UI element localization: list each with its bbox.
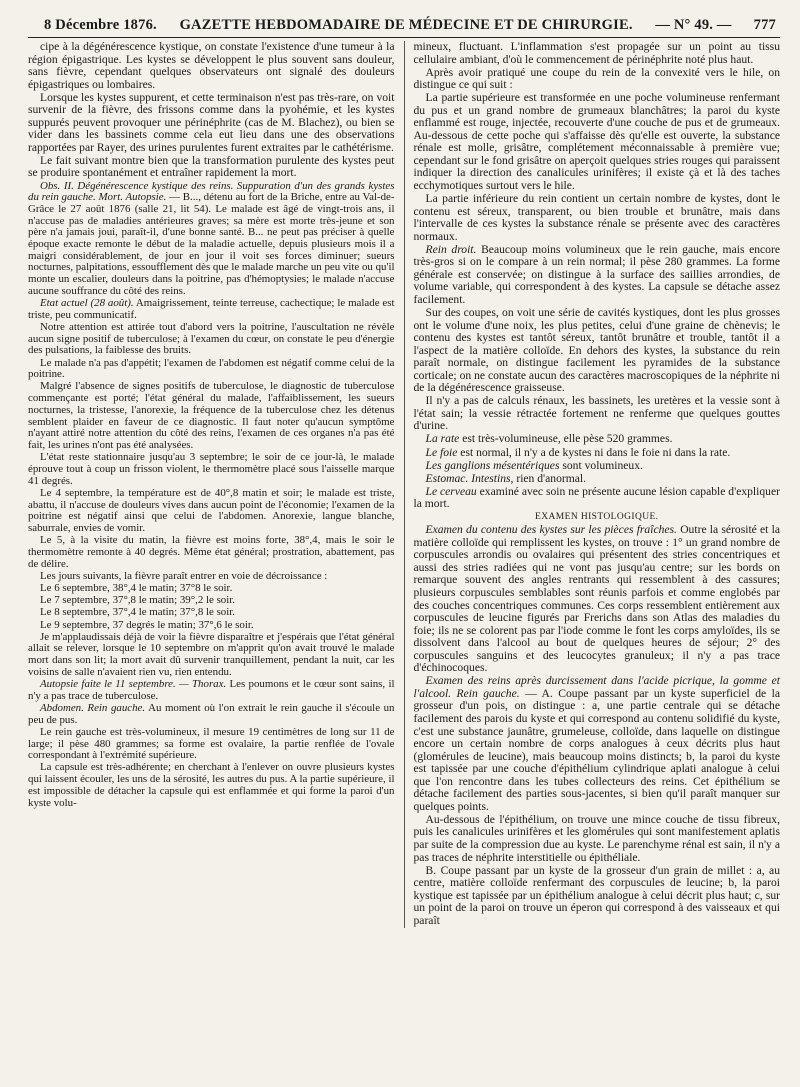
paragraph-text: Le 4 septembre, la température est de 40°,8 matin et soir; le malade est triste, abattu, il n'accuse de douleurs vives dans aucun point de l'économie; l'examen de la poitrine est négatif ainsi que celui de l'abdomen. Anorexie, langue blanche, saburrale, envies de vomir. bbox=[28, 486, 395, 534]
paragraph-text: La partie supérieure est transformée en une poche volumineuse renfermant du pus et un grand nombre de grumeaux blanchâtres; la paroi du kyste enflammé est rouge, injectée, recouverte d'une couche de pus et de grumeaux. Au-dessous de cette poche qui s'affaisse dès qu'elle est ouverte, la substance rénale est molle, grisâtre, complétement méconnaissable à première vue; cependant sur le fond grisâtre on aperçoit quelques stries rouges qui paraissent indiquer la direction des canalicules urinifères; il existe çà et là des taches ecchymotiques surtout vers le hile. bbox=[413, 91, 780, 193]
paragraph-text: Le 8 septembre, 37°,4 le matin; 37°,8 le soir. bbox=[40, 606, 236, 619]
paragraph-text: Les jours suivants, la fièvre paraît entrer en voie de décroissance : bbox=[40, 569, 328, 582]
paragraph-text: Notre attention est attirée tout d'abord vers la poitrine, l'auscultation ne révèle aucun signe positif de tuberculose; à l'examen du cœur, on constate le peu d'énergie des pulsations, la faiblesse des bruits. bbox=[28, 320, 395, 357]
paragraph-lead: Rein droit. bbox=[425, 242, 477, 256]
paragraph-text: Le 5, à la visite du matin, la fièvre est moins forte, 38°,4, mais le soir le thermomètre remonte à 40 degrés. Même état général; prostration, abattement, pas de délire. bbox=[28, 534, 395, 570]
paragraph bbox=[414, 67, 781, 92]
paragraph bbox=[28, 607, 395, 619]
paragraph-lead: Abdomen. Rein gauche. bbox=[40, 701, 146, 714]
paragraph-lead: Obs. II. Dégénérescence kystique des reins. Suppuration d'un des grands kystes du rein gauche. Mort. Autopsie. bbox=[28, 179, 395, 204]
header-issue-number: — N° 49. — bbox=[655, 17, 732, 33]
paragraph-text: Outre la sérosité et la matière colloïde qui remplissent les kystes, on trouve : 1° un grand nombre de corpuscules arrondis ou ovalaires qui présentent des stries concentriques et aussi des stries radiées qui ne vont pas jusqu'au centre; sur les bords on remarque souvent des angles rentrants qui ressemblent à des cassures; plusieurs corpuscules semblables sont réunis parfois et comme englobés par des couches concentriques communes. Ces corps ressemblent entièrement aux corpuscules de leucine figurés par Frerichs dans son Atlas des maladies du foie; ils ne se colorent pas par l'iode comme le font les corps amyloïdes, ils se dissolvent dans l'alcool au bout de quelques heures de séjour; 2° des corpuscules sanguins et des leucocytes granuleux; il n'y a pas trace d'échinocoques. bbox=[413, 523, 780, 675]
paragraph bbox=[414, 814, 781, 864]
paragraph bbox=[414, 460, 781, 473]
paragraph-text: Le malade n'a pas d'appétit; l'examen de l'abdomen est négatif comme celui de la poitrine. bbox=[28, 356, 395, 381]
paragraph bbox=[28, 181, 395, 298]
paragraph-lead: Le cerveau bbox=[425, 484, 477, 498]
paragraph-text: Au-dessous de l'épithélium, on trouve une mince couche de tissu fibreux, puis les canalicules urinifères et les glomérules qui sont manifestement aplatis par suite de la compression due au kyste. Le parenchyme rénal est sain, il n'y a pas traces de néphrite interstitielle ou épithéliale. bbox=[413, 812, 780, 864]
paragraph-text: Sur des coupes, on voit une série de cavités kystiques, dont les plus grosses ont le volume d'une noix, les plus petites, celui d'une graine de chènevis; le contenu des kystes est tantôt séreux, tantôt brunâtre et trouble, tantôt il a l'aspect de la matière colloïde. En dehors des kystes, la substance du rein paraît normale, on distingue facilement les pyramides de la substance corticale; on ne constate aucun des caractères macroscopiques de la néphrite ni de la dégénérescence graisseuse. bbox=[413, 305, 780, 395]
paragraph-lead: Les ganglions mésentériques bbox=[425, 458, 560, 472]
paragraph-lead: La rate bbox=[425, 432, 460, 446]
paragraph-lead: Le foie bbox=[425, 445, 458, 459]
paragraph-text: Après avoir pratiqué une coupe du rein de la convexité vers le hile, on distingue ce qui suit : bbox=[413, 65, 780, 92]
paragraph-text: rien d'anormal. bbox=[516, 471, 587, 485]
paragraph-lead: Examen du contenu des kystes sur les pièces fraîches. bbox=[425, 523, 677, 537]
paragraph bbox=[28, 488, 395, 535]
paragraph bbox=[28, 727, 395, 762]
paragraph bbox=[28, 535, 395, 570]
paragraph bbox=[28, 679, 395, 702]
paragraph bbox=[28, 358, 395, 381]
paragraph-text: Amaigrissement, teinte terreuse, cachectique; le malade est triste, peu communicatif. bbox=[28, 297, 395, 321]
paragraph-text: La capsule est très-adhérente; en cherchant à l'enlever on ouvre plusieurs kystes qui laissent écouler, les uns de la sérosité, les autres du pus. A la partie supérieure, il est impossible de détacher la capsule qui est enflammée et qui forme la paroi d'un kyste volu- bbox=[28, 761, 395, 809]
paragraph bbox=[28, 92, 395, 155]
paragraph-text: Le 6 septembre, 38°,4 le matin; 37°8 le soir. bbox=[40, 581, 233, 594]
paragraph bbox=[28, 381, 395, 451]
paragraph bbox=[28, 762, 395, 809]
paragraph-text: La partie inférieure du rein contient un certain nombre de kystes, dont le contenu est séreux, transparent, ou bien trouble et brunâtre, mais dans l'intervalle de ces kystes la substance rénale se présente avec des caractères normaux. bbox=[413, 192, 780, 243]
header-right bbox=[655, 17, 776, 34]
header-page-number: 777 bbox=[753, 17, 776, 33]
paragraph bbox=[414, 524, 781, 675]
paragraph bbox=[28, 620, 395, 632]
header-title: GAZETTE HEBDOMADAIRE DE MÉDECINE ET DE CHIRURGIE. bbox=[179, 17, 633, 33]
paragraph bbox=[414, 395, 781, 433]
paragraph bbox=[414, 92, 781, 192]
paragraph-text: Il n'y a pas de calculs rénaux, les bassinets, les uretères et la vessie sont à l'état sain; la vessie rétractée fortement ne renferme que quelques gouttes d'urine. bbox=[413, 394, 780, 433]
paragraph-text: Le 9 septembre, 37 degrés le matin; 37°,6 le soir. bbox=[40, 618, 254, 631]
paragraph-lead: Etat actuel (28 août). bbox=[40, 297, 134, 310]
paragraph bbox=[28, 452, 395, 487]
header-date: 8 Décembre 1876. bbox=[44, 17, 157, 33]
paragraph-text: — B..., détenu au fort de la Briche, entre au Val-de-Grâce le 27 août 1876 (salle 21, lit 54). Le malade est âgé de vingt-trois ans, il n'accuse pas de maladies antérieures graves; sa mère est morte très-jeune et son père n'a jamais joui, paraît-il, d'une bonne santé. B... ne peut pas préciser à quelle époque exacte remonte le début de la maladie actuelle, depuis plusieurs mois il a maigri considérablement, de jour en jour il voit ses forces diminuer; sueurs nocturnes, palpitations, essoufflement dès que le malade marche un peu vite ou qu'il monte un escalier, douleurs dans la poitrine, pas d'hémoptysies; le malade n'accuse aucune souffrance du côté des reins. bbox=[28, 191, 395, 297]
paragraph bbox=[414, 433, 781, 446]
paragraph-text: Lorsque les kystes suppurent, et cette terminaison n'est pas très-rare, on voit survenir de la fièvre, des frissons comme dans la pyohémie, et les kystes suppurés peuvent provoquer une périnéphrite (cas de M. Blachez), ou bien se vider dans les bassinets comme cela eut lieu dans une des observations rapportées par Rayer, des urines purulentes furent extraites par le cathétérisme. bbox=[28, 90, 395, 154]
paragraph-text: examiné avec soin ne présente aucune lésion capable d'expliquer la mort. bbox=[413, 484, 780, 511]
right-column bbox=[405, 41, 781, 928]
paragraph-text: L'état reste stationnaire jusqu'au 3 septembre; le soir de ce jour-là, le malade éprouve tout à coup un frisson violent, le thermomètre placé sous l'aisselle marque 41 degrés. bbox=[28, 451, 395, 487]
paragraph bbox=[28, 583, 395, 595]
paragraph-text: — A. Coupe passant par un kyste superficiel de la grosseur d'un pois, on distingue : a, une partie centrale qui se détache facilement des parois du kyste et qui correspond au contenu solidifié du kyste, c'est une substance jaunâtre, grumeleuse, colloïde, dans laquelle on distingue encore un certain nombre de corps analogues à ceux décrits plus haut (glomérules de leucine), mais beaucoup moins distincts; b, la paroi du kyste est tapissée par une couche d'épithélium cylindrique aplati analogue à celui que l'on rencontre dans les tubes collecteurs des reins. Cet épithélium se détache facilement des parties sous-jacentes, si bien qu'il paraît manquer sur quelques points. bbox=[413, 686, 781, 813]
paragraph-text: est très-volumineuse, elle pèse 520 grammes. bbox=[462, 432, 673, 446]
paragraph-text: Les poumons et le cœur sont sains, il n'y a pas trace de tuberculose. bbox=[28, 678, 395, 702]
paragraph-text: Malgré l'absence de signes positifs de tuberculose, le diagnostic de tuberculose commençante est porté; l'état général du malade, l'affaiblissement, les sueurs nocturnes, la tristesse, l'anorexie, la fréquence de la tuberculose chez les détenus semblent plaider en faveur de ce diagnostic. Il faut noter qu'aucun symptôme n'ayant attiré notre attention du côté des reins, l'examen de ces organes n'a pas été fait, les urines n'ont pas été analysées. bbox=[28, 380, 395, 451]
paragraph bbox=[28, 703, 395, 726]
text-columns bbox=[28, 41, 780, 928]
paragraph-text: est normal, il n'y a de kystes ni dans le foie ni dans la rate. bbox=[460, 445, 731, 459]
paragraph bbox=[414, 41, 781, 66]
section-heading: EXAMEN HISTOLOGIQUE. bbox=[535, 512, 659, 523]
paragraph-text: B. Coupe passant par un kyste de la grosseur d'un grain de millet : a, au centre, matière colloïde renfermant des corpuscules de leucine; b, la paroi kystique est tapissée par un épithélium analogue à celui décrit plus haut; c, sur un point de la paroi on trouve un éperon qui correspond à des vaisseaux et qui paraît bbox=[413, 863, 780, 927]
paragraph bbox=[414, 244, 781, 307]
paragraph-lead: Examen des reins après durcissement dans l'acide picrique, la gomme et l'alcool. Rein gauche. bbox=[413, 674, 780, 700]
paragraph bbox=[414, 486, 781, 511]
paragraph bbox=[414, 675, 781, 813]
left-column bbox=[28, 41, 405, 928]
paragraph bbox=[414, 307, 781, 395]
page-header bbox=[28, 0, 780, 38]
paragraph-text: Au moment où l'on extrait le rein gauche il s'écoule un peu de pus. bbox=[28, 701, 395, 726]
paragraph-lead: Autopsie faite le 11 septembre. — Thorax. bbox=[40, 678, 227, 691]
paragraph bbox=[28, 298, 395, 321]
paragraph bbox=[28, 595, 395, 607]
paragraph bbox=[414, 447, 781, 460]
paragraph bbox=[28, 322, 395, 357]
paragraph-text: sont volumineux. bbox=[562, 458, 643, 472]
paragraph-text: Le 7 septembre, 37°,8 le matin; 39°,2 le soir. bbox=[40, 594, 236, 607]
paragraph bbox=[28, 41, 395, 91]
paragraph-text: Beaucoup moins volumineux que le rein gauche, mais encore très-gros si on le compare à un rein normal; il pèse 280 grammes. La forme générale est conservée; on distingue à la surface des saillies arrondies, de volume variable, qui correspondent à des kystes. La capsule se détache assez facilement. bbox=[413, 242, 780, 306]
paragraph bbox=[414, 473, 781, 486]
paragraph bbox=[414, 193, 781, 243]
paragraph bbox=[28, 155, 395, 180]
paragraph-text: cipe à la dégénérescence kystique, on constate l'existence d'une tumeur à la région épigastrique. Les kystes se développent le plus souvent sans douleur, sans fièvre, cependant quelques observateurs ont signalé des douleurs épigastriques ou lombaires. bbox=[28, 40, 395, 91]
paragraph bbox=[414, 865, 781, 928]
paragraph-text: Je m'applaudissais déjà de voir la fièvre disparaître et j'espérais que l'état général allait se relever, lorsque le 10 septembre on m'apprit qu'on avait trouvé le malade mort dans son lit; la mort avait dû survenir tranquillement, pendant la nuit, car les voisins de salle n'avaient rien vu, rien entendu. bbox=[28, 630, 395, 678]
paragraph-text: mineux, fluctuant. L'inflammation s'est propagée sur un point au tissu cellulaire ambiant, d'où le commencement de périnéphrite noté plus haut. bbox=[413, 40, 780, 66]
paragraph bbox=[28, 632, 395, 679]
paragraph-text: Le rein gauche est très-volumineux, il mesure 19 centimètres de long sur 11 de large; il pèse 480 grammes; sa forme est ovalaire, la partie renflée de l'ovale correspondant à l'extrémité supérieure. bbox=[28, 725, 395, 762]
paragraph-text: Le fait suivant montre bien que la transformation purulente des kystes peut se produire spontanément et entraîner rapidement la mort. bbox=[28, 153, 395, 180]
paragraph-lead: Estomac. Intestins, bbox=[425, 471, 514, 485]
paragraph bbox=[28, 571, 395, 583]
